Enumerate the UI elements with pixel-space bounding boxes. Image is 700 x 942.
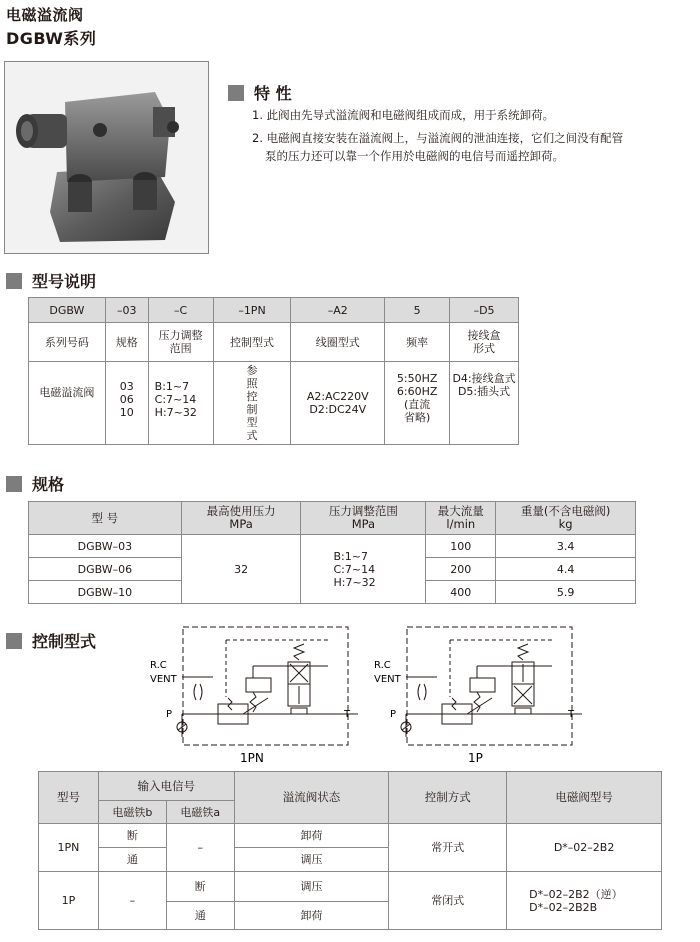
section-square-icon [6, 633, 22, 649]
ctl-col-model: 型号 [39, 772, 99, 824]
ctl-coil-a: 通 [166, 902, 234, 930]
control-table [38, 771, 662, 930]
ctl-valve: D*–02–2B2 [507, 824, 662, 872]
ctl-col-valve: 电磁阀型号 [507, 772, 662, 824]
rc-label: R.C [374, 660, 391, 671]
value-frequency: 5:50HZ 6:60HZ (直流省略) [385, 362, 450, 445]
spec-table [28, 501, 636, 604]
spec-max-pressure: 32 [181, 535, 301, 604]
name-frequency: 频率 [385, 323, 450, 362]
port-p-label: P [166, 709, 173, 720]
spec-col-weight: 重量(不含电磁阀) kg [496, 502, 636, 535]
spec-col-model: 型 号 [29, 502, 182, 535]
ctl-coil-b: – [98, 872, 166, 930]
ctl-coil-a: – [166, 824, 234, 872]
spec-col-max-pressure: 最高使用压力 MPa [181, 502, 301, 535]
code-pressure: –C [148, 298, 213, 323]
spec-weight: 5.9 [496, 581, 636, 604]
ctl-method: 常开式 [389, 824, 507, 872]
value-sizes: 03 06 10 [105, 362, 148, 445]
vent-label: VENT [150, 674, 177, 685]
feature-item-2: 2. 电磁阀直接安装在溢流阀上，与溢流阀的泄油连接，它们之间没有配管 [252, 131, 624, 145]
spec-col-range: 压力调整范围 MPa [301, 502, 426, 535]
value-control: 参照控制型式 [213, 362, 291, 445]
section-square-icon [6, 273, 22, 289]
features-heading: 特 性 [228, 81, 292, 104]
code-series: DGBW [29, 298, 106, 323]
ctl-state: 卸荷 [234, 824, 389, 848]
ctl-state: 调压 [234, 848, 389, 872]
value-boxes: D4:接线盒式 D5:插头式 [450, 362, 519, 445]
section-square-icon [6, 476, 22, 492]
ctl-coil-b: 通 [98, 848, 166, 872]
product-title: 电磁溢流阀 [6, 6, 84, 24]
product-series: DGBW系列 [6, 29, 97, 48]
code-coil: –A2 [291, 298, 385, 323]
port-t-label: T [568, 709, 575, 720]
spec-model: DGBW–06 [29, 558, 182, 581]
spec-model: DGBW–03 [29, 535, 182, 558]
value-series: 电磁溢流阀 [29, 362, 106, 445]
code-size: –03 [105, 298, 148, 323]
ctl-col-coil-a: 电磁铁a [166, 801, 234, 824]
section-square-icon [228, 85, 244, 101]
ctl-coil-a: 断 [166, 872, 234, 902]
ctl-col-method: 控制方式 [389, 772, 507, 824]
code-control: –1PN [213, 298, 291, 323]
code-frequency: 5 [385, 298, 450, 323]
ctl-model: 1PN [39, 824, 99, 872]
ctl-state: 调压 [234, 872, 389, 902]
spec-weight: 3.4 [496, 535, 636, 558]
spec-flow: 400 [426, 581, 496, 604]
model-heading: 型号说明 [6, 269, 96, 292]
ctl-state: 卸荷 [234, 902, 389, 930]
name-coil: 线圈型式 [291, 323, 385, 362]
value-coils: A2:AC220V D2:DC24V [291, 362, 385, 445]
spec-ranges: B:1~7 C:7~14 H:7~32 [301, 535, 426, 604]
name-size: 规格 [105, 323, 148, 362]
control-heading: 控制型式 [6, 629, 96, 652]
ctl-col-input: 输入电信号 [98, 772, 234, 801]
ctl-method: 常闭式 [389, 872, 507, 930]
name-box: 接线盒形式 [450, 323, 519, 362]
feature-item-2-cont: 泵的压力还可以靠一个作用於电磁阀的电信号而遥控卸荷。 [265, 149, 564, 163]
vent-label: VENT [374, 674, 401, 685]
model-table [28, 297, 519, 445]
code-box: –D5 [450, 298, 519, 323]
circuit-diagram-1pn [148, 622, 363, 767]
port-p-label: P [390, 709, 397, 720]
name-series: 系列号码 [29, 323, 106, 362]
diagram-label: 1P [468, 751, 483, 765]
name-pressure: 压力调整范围 [148, 323, 213, 362]
circuit-diagram-1p [372, 622, 587, 767]
spec-weight: 4.4 [496, 558, 636, 581]
product-photo [4, 61, 209, 254]
name-control: 控制型式 [213, 323, 291, 362]
ctl-model: 1P [39, 872, 99, 930]
ctl-coil-b: 断 [98, 824, 166, 848]
spec-model: DGBW–10 [29, 581, 182, 604]
ctl-valve: D*–02–2B2（逆） D*–02–2B2B [507, 872, 662, 930]
spec-flow: 200 [426, 558, 496, 581]
ctl-col-state: 溢流阀状态 [234, 772, 389, 824]
feature-item-1: 1. 此阀由先导式溢流阀和电磁阀组成而成，用于系统卸荷。 [252, 108, 555, 122]
spec-col-flow: 最大流量 l/min [426, 502, 496, 535]
spec-flow: 100 [426, 535, 496, 558]
diagram-label: 1PN [240, 751, 264, 765]
port-t-label: T [344, 709, 351, 720]
spec-heading: 规格 [6, 472, 64, 495]
ctl-col-coil-b: 电磁铁b [98, 801, 166, 824]
rc-label: R.C [150, 660, 167, 671]
value-pressures: B:1~7 C:7~14 H:7~32 [148, 362, 213, 445]
